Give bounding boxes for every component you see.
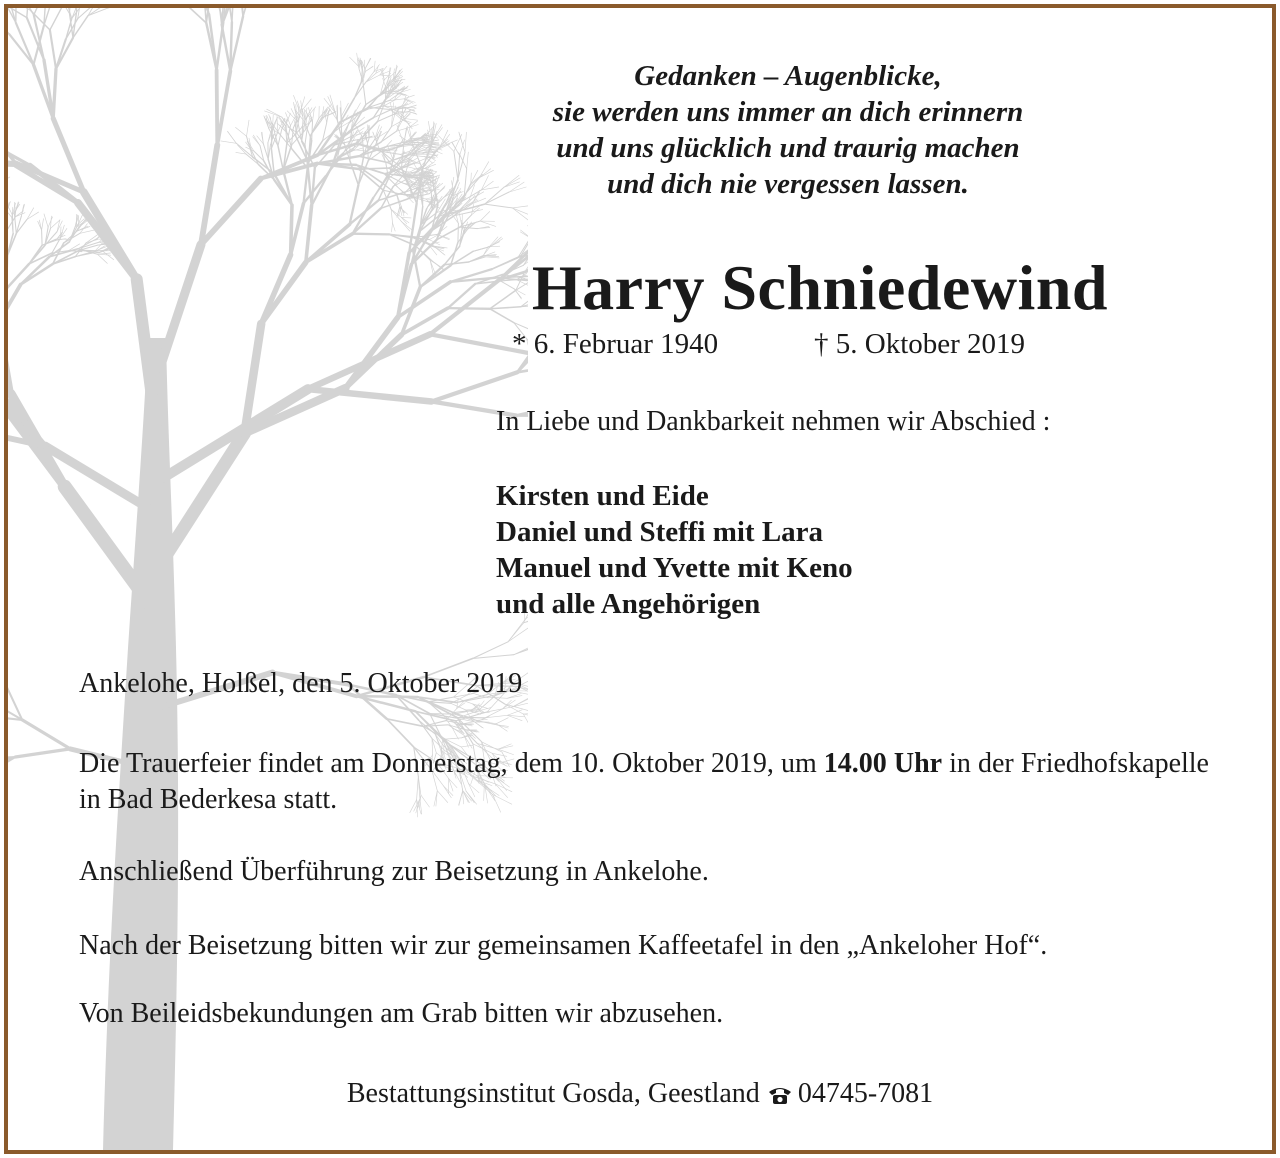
verse-line: Gedanken – Augenblicke, bbox=[634, 60, 942, 92]
mourner-line: Kirsten und Eide bbox=[496, 480, 709, 512]
mourner-line: Manuel und Yvette mit Keno bbox=[496, 552, 853, 584]
service-text-after: in der Friedhofskapelle in Bad Bederkesa statt. bbox=[79, 748, 1209, 815]
farewell-line: In Liebe und Dankbarkeit nehmen wir Abschied : bbox=[496, 406, 1051, 437]
mourner-line: Daniel und Steffi mit Lara bbox=[496, 516, 824, 548]
birth-date: * 6. Februar 1940 bbox=[512, 328, 719, 360]
condolence-request: Von Beileidsbekundungen am Grab bitten wir abzusehen. bbox=[79, 998, 724, 1029]
verse-line: und uns glücklich und traurig machen bbox=[556, 132, 1020, 164]
obituary-notice bbox=[4, 4, 1276, 1154]
funeral-service-info bbox=[79, 746, 1209, 818]
place-and-date: Ankelohe, Holßel, den 5. Oktober 2019 bbox=[79, 668, 523, 699]
undertaker-name: Bestattungsinstitut Gosda, Geestland bbox=[346, 1078, 760, 1109]
death-date: † 5. Oktober 2019 bbox=[814, 328, 1026, 360]
telephone-icon bbox=[766, 1080, 794, 1116]
memorial-verse bbox=[388, 58, 1188, 202]
service-text-before: Die Trauerfeier findet am Donnerstag, dem 10. Oktober 2019, um bbox=[79, 748, 824, 779]
coffee-gathering-info: Nach der Beisetzung bitten wir zur gemeinsamen Kaffeetafel in den „Ankeloher Hof“. bbox=[79, 930, 1048, 961]
verse-line: sie werden uns immer an dich erinnern bbox=[552, 96, 1024, 128]
deceased-name: Harry Schniedewind bbox=[531, 252, 1108, 323]
service-time: 14.00 Uhr bbox=[823, 748, 943, 779]
phone-number: 04745-7081 bbox=[797, 1078, 934, 1109]
burial-transfer-info: Anschließend Überführung zur Beisetzung in Ankelohe. bbox=[79, 856, 709, 887]
mourner-line: und alle Angehörigen bbox=[496, 588, 761, 620]
verse-line: und dich nie vergessen lassen. bbox=[607, 168, 969, 200]
mourners-list bbox=[496, 478, 853, 622]
undertaker-footer bbox=[8, 1076, 1272, 1116]
